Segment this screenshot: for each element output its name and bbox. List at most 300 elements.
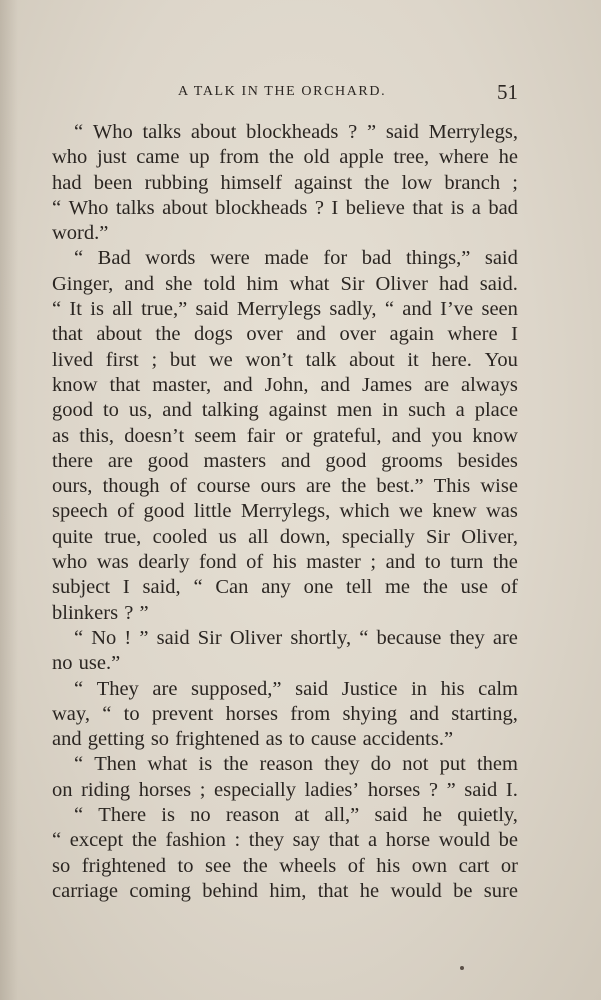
word: came (136, 146, 180, 169)
word: the (364, 171, 390, 194)
word: ; (370, 551, 377, 574)
word: word.” (52, 222, 109, 245)
word: subject (52, 576, 111, 599)
word: told (203, 272, 236, 295)
word: a (471, 196, 481, 219)
text-line (52, 398, 518, 423)
word: against (294, 171, 353, 194)
word: the (223, 753, 249, 776)
word: I’ve (440, 298, 474, 321)
word: was (96, 551, 129, 574)
text-line (52, 525, 518, 550)
word: any (261, 576, 291, 599)
word: said (484, 247, 518, 270)
word: John, (264, 373, 309, 396)
word: Then (94, 753, 137, 776)
body-text (52, 120, 518, 904)
word: speech (52, 500, 108, 523)
word: grooms (381, 449, 443, 472)
text-line (52, 221, 518, 246)
word: were (209, 247, 250, 270)
word: a (367, 829, 378, 852)
word: branch (444, 171, 501, 194)
word: about (349, 348, 395, 371)
paper-speck (460, 966, 464, 970)
word: him, (269, 879, 307, 902)
word: because (376, 626, 442, 649)
word: this, (79, 424, 115, 447)
text-line (52, 449, 518, 474)
word: words (145, 247, 196, 270)
text-line (52, 246, 518, 271)
word: cause (310, 728, 357, 751)
word: apple (339, 146, 384, 169)
word: Merrylegs (236, 298, 322, 321)
word: little (193, 500, 232, 523)
text-line (52, 196, 518, 221)
word: such (408, 399, 446, 422)
word: dogs (194, 323, 233, 346)
word: dearly (138, 551, 190, 574)
word: and (52, 728, 82, 751)
word: frightened (81, 854, 166, 877)
word: Justice (341, 677, 398, 700)
word: know (472, 424, 518, 447)
text-line (52, 120, 518, 145)
word: doesn’t (124, 424, 185, 447)
word: the (242, 854, 268, 877)
text-line (52, 879, 518, 904)
word: master (306, 551, 361, 574)
word: Sir (340, 272, 365, 295)
word: besides (457, 449, 518, 472)
word: ? (428, 778, 438, 801)
word: and (124, 272, 154, 295)
word: about (96, 323, 142, 346)
word: way, (52, 702, 90, 725)
word: where (438, 146, 489, 169)
word: one (303, 576, 334, 599)
word: that (412, 196, 444, 219)
word: was (486, 500, 518, 523)
word: them (476, 753, 518, 776)
word: masters (203, 449, 267, 472)
word: ” (139, 601, 149, 624)
word: be (498, 829, 518, 852)
word: Can (215, 576, 249, 599)
word: over (339, 323, 376, 346)
word: he (498, 146, 518, 169)
text-line (52, 575, 518, 600)
running-head: A TALK IN THE ORCHARD. (178, 84, 387, 99)
word: grateful, (312, 424, 382, 447)
word: know (52, 373, 98, 396)
word: “ (74, 677, 84, 700)
text-line (52, 424, 518, 449)
word: himself (220, 171, 282, 194)
word: won’t (245, 348, 293, 371)
word: reason (225, 804, 280, 827)
word: blockheads (246, 121, 339, 143)
word: the (492, 551, 518, 574)
word: cooled (152, 525, 208, 548)
word: good (325, 449, 367, 472)
word: up (189, 146, 210, 169)
word: accidents.” (362, 728, 454, 751)
word: at (294, 804, 310, 827)
word: turn (450, 551, 484, 574)
text-line (52, 651, 518, 676)
word: we (399, 500, 423, 523)
word: of (117, 500, 135, 523)
word: said (156, 626, 190, 649)
word: ours (260, 475, 296, 498)
word: riding (81, 778, 131, 801)
word: seen (481, 298, 518, 321)
word: except (69, 829, 124, 852)
text-line (52, 550, 518, 575)
word: horses (367, 778, 421, 801)
word: as (265, 728, 283, 751)
word: what (289, 272, 330, 295)
word: rubbing (144, 171, 209, 194)
word: or (500, 854, 518, 877)
word: of (246, 551, 264, 574)
word: fair (246, 424, 276, 447)
word: starting, (451, 702, 518, 725)
text-line (52, 854, 518, 879)
word: and (320, 373, 351, 396)
word: especially (214, 778, 296, 801)
word: first (105, 348, 139, 371)
word: where (447, 323, 498, 346)
word: “ (359, 626, 369, 649)
word: over (246, 323, 283, 346)
word: who (52, 146, 88, 169)
word: said (195, 298, 229, 321)
word: cart (458, 854, 490, 877)
word: ” (139, 626, 149, 649)
word: in (411, 677, 428, 700)
word: ! (124, 626, 132, 649)
word: always (460, 373, 518, 396)
word: calm (478, 677, 518, 700)
word: good (52, 399, 93, 422)
word: good (147, 449, 189, 472)
word: which (339, 500, 390, 523)
word: “ (74, 247, 84, 270)
word: be (453, 879, 473, 902)
word: master, (152, 373, 212, 396)
word: true,” (141, 298, 188, 321)
word: made (264, 247, 309, 270)
word: see (204, 854, 232, 877)
word: Oliver (375, 272, 428, 295)
word: he (359, 879, 380, 902)
word: coming (129, 879, 191, 902)
word: tell (346, 576, 373, 599)
text-line (52, 778, 518, 803)
word: you (431, 424, 463, 447)
word: said. (479, 272, 518, 295)
word: and (296, 323, 326, 346)
word: they (449, 626, 485, 649)
text-line (52, 626, 518, 651)
word: frightened (175, 728, 260, 751)
word: ours, (52, 475, 93, 498)
word: say (292, 829, 320, 852)
text-line (52, 474, 518, 499)
word: again (389, 323, 434, 346)
word: just (96, 146, 127, 169)
word: men (336, 399, 373, 422)
word: the (341, 475, 367, 498)
word: specially (341, 525, 415, 548)
word: blinkers (52, 601, 119, 624)
word: or (285, 424, 303, 447)
word: believe (345, 196, 405, 219)
word: put (439, 753, 466, 776)
word: shortly, (290, 626, 352, 649)
word: and (162, 399, 192, 422)
word: Sir (197, 626, 222, 649)
word: prevent (151, 702, 214, 725)
word: as (52, 424, 70, 447)
word: wheels (279, 854, 337, 877)
word: talking (201, 399, 259, 422)
word: said (374, 804, 408, 827)
word: are (306, 475, 332, 498)
text-line (52, 702, 518, 727)
text-line (52, 171, 518, 196)
word: Who (92, 121, 133, 143)
word: about (162, 196, 208, 219)
word: us (218, 525, 237, 548)
word: sadly, (329, 298, 377, 321)
word: lived (52, 348, 93, 371)
word: “ (74, 804, 84, 827)
word: sure (483, 879, 518, 902)
word: I. (505, 778, 518, 801)
word: us, (128, 399, 153, 422)
word: the (268, 146, 294, 169)
text-line (52, 727, 518, 752)
word: said (385, 121, 419, 143)
word: best.” (376, 475, 424, 498)
text-line (52, 752, 518, 777)
word: horses (225, 702, 279, 725)
word: Merrylegs, (428, 121, 518, 143)
word: ladies’ (304, 778, 360, 801)
word: getting (87, 728, 145, 751)
word: shying (342, 702, 398, 725)
word: said (295, 677, 329, 700)
word: They (96, 677, 139, 700)
word: fond (199, 551, 237, 574)
word: said (464, 778, 498, 801)
word: that (317, 879, 349, 902)
text-line (52, 601, 518, 626)
word: of (169, 475, 187, 498)
word: Ginger, (52, 272, 114, 295)
word: are (107, 449, 133, 472)
word: and (402, 298, 432, 321)
word: not (402, 753, 429, 776)
word: about (190, 121, 237, 143)
word: and (409, 702, 440, 725)
word: she (165, 272, 193, 295)
word: and (223, 373, 253, 396)
word: to (424, 551, 441, 574)
word: quite (52, 525, 93, 548)
word: ” (366, 121, 377, 143)
text-line (52, 373, 518, 398)
word: talks (115, 196, 155, 219)
word: This (433, 475, 471, 498)
word: who (52, 551, 88, 574)
word: wise (480, 475, 518, 498)
word: all (248, 525, 269, 548)
word: against (268, 399, 327, 422)
word: horses (138, 778, 192, 801)
word: You (484, 348, 518, 371)
word: from (290, 702, 331, 725)
word: would (390, 879, 442, 902)
word: had (439, 272, 469, 295)
text-line (52, 677, 518, 702)
word: Merrylegs, (240, 500, 331, 523)
word: I (511, 323, 518, 346)
word: they (248, 829, 285, 852)
text-line (52, 803, 518, 828)
word: had (52, 171, 82, 194)
word: they (324, 753, 360, 776)
word: course (196, 475, 251, 498)
word: horse (385, 829, 431, 852)
word: quietly, (457, 804, 518, 827)
word: ; (199, 778, 206, 801)
word: all (112, 298, 133, 321)
word: the (131, 829, 157, 852)
word: James (361, 373, 413, 396)
word: “ (74, 121, 84, 143)
word: “ (74, 753, 84, 776)
word: down, (279, 525, 331, 548)
word: “ (52, 829, 62, 852)
word: to (288, 728, 305, 751)
page-number: 51 (497, 80, 518, 104)
word: would (438, 829, 490, 852)
word: his (440, 677, 465, 700)
word: that (109, 373, 141, 396)
word: what (147, 753, 188, 776)
word: “ (102, 702, 112, 725)
word: reason (259, 753, 314, 776)
word: and (391, 424, 422, 447)
word: use.” (78, 652, 121, 675)
word: is (450, 196, 465, 219)
word: blockheads (215, 196, 308, 219)
word: ; (512, 171, 518, 194)
word: his (376, 854, 401, 877)
word: to (102, 399, 119, 422)
word: No (91, 626, 117, 649)
word: so (52, 854, 71, 877)
word: of (500, 576, 518, 599)
word: use (460, 576, 488, 599)
word: things,” (405, 247, 471, 270)
word: seem (194, 424, 237, 447)
text-line (52, 272, 518, 297)
word: Bad (97, 247, 131, 270)
word: ; (151, 348, 158, 371)
word: for (323, 247, 348, 270)
word: old (303, 146, 330, 169)
word: ? (314, 196, 324, 219)
word: bad (361, 247, 392, 270)
word: all,” (324, 804, 360, 827)
word: “ (52, 298, 62, 321)
word: said, (142, 576, 181, 599)
word: talks (142, 121, 182, 143)
page-header (52, 80, 518, 110)
word: him (246, 272, 279, 295)
word: it (407, 348, 419, 371)
word: “ (74, 626, 84, 649)
word: ” (446, 778, 456, 801)
word: Sir (426, 525, 450, 548)
word: no (190, 804, 211, 827)
text-line (52, 499, 518, 524)
word: do (370, 753, 392, 776)
word: are (424, 373, 450, 396)
word: is (90, 298, 104, 321)
word: tree, (393, 146, 430, 169)
word: fashion (165, 829, 226, 852)
word: ? (348, 121, 358, 143)
word: on (52, 778, 73, 801)
word: the (422, 576, 448, 599)
word: : (234, 829, 241, 852)
word: though (102, 475, 160, 498)
word: he (422, 804, 443, 827)
word: true, (104, 525, 142, 548)
word: is (161, 804, 175, 827)
word: but (169, 348, 197, 371)
word: It (69, 298, 82, 321)
word: been (93, 171, 133, 194)
word: are (152, 677, 178, 700)
word: carriage (52, 879, 118, 902)
word: There (98, 804, 147, 827)
word: own (411, 854, 448, 877)
word: Who (68, 196, 109, 219)
text-line (52, 322, 518, 347)
word: good (143, 500, 185, 523)
word: and (280, 449, 311, 472)
text-line (52, 828, 518, 853)
word: his (272, 551, 297, 574)
word: ? (124, 601, 134, 624)
text-line (52, 297, 518, 322)
word: place (474, 399, 518, 422)
word: low (401, 171, 433, 194)
text-line (52, 145, 518, 170)
word: I (331, 196, 339, 219)
word: bad (488, 196, 518, 219)
word: me (384, 576, 411, 599)
word: talk (305, 348, 337, 371)
